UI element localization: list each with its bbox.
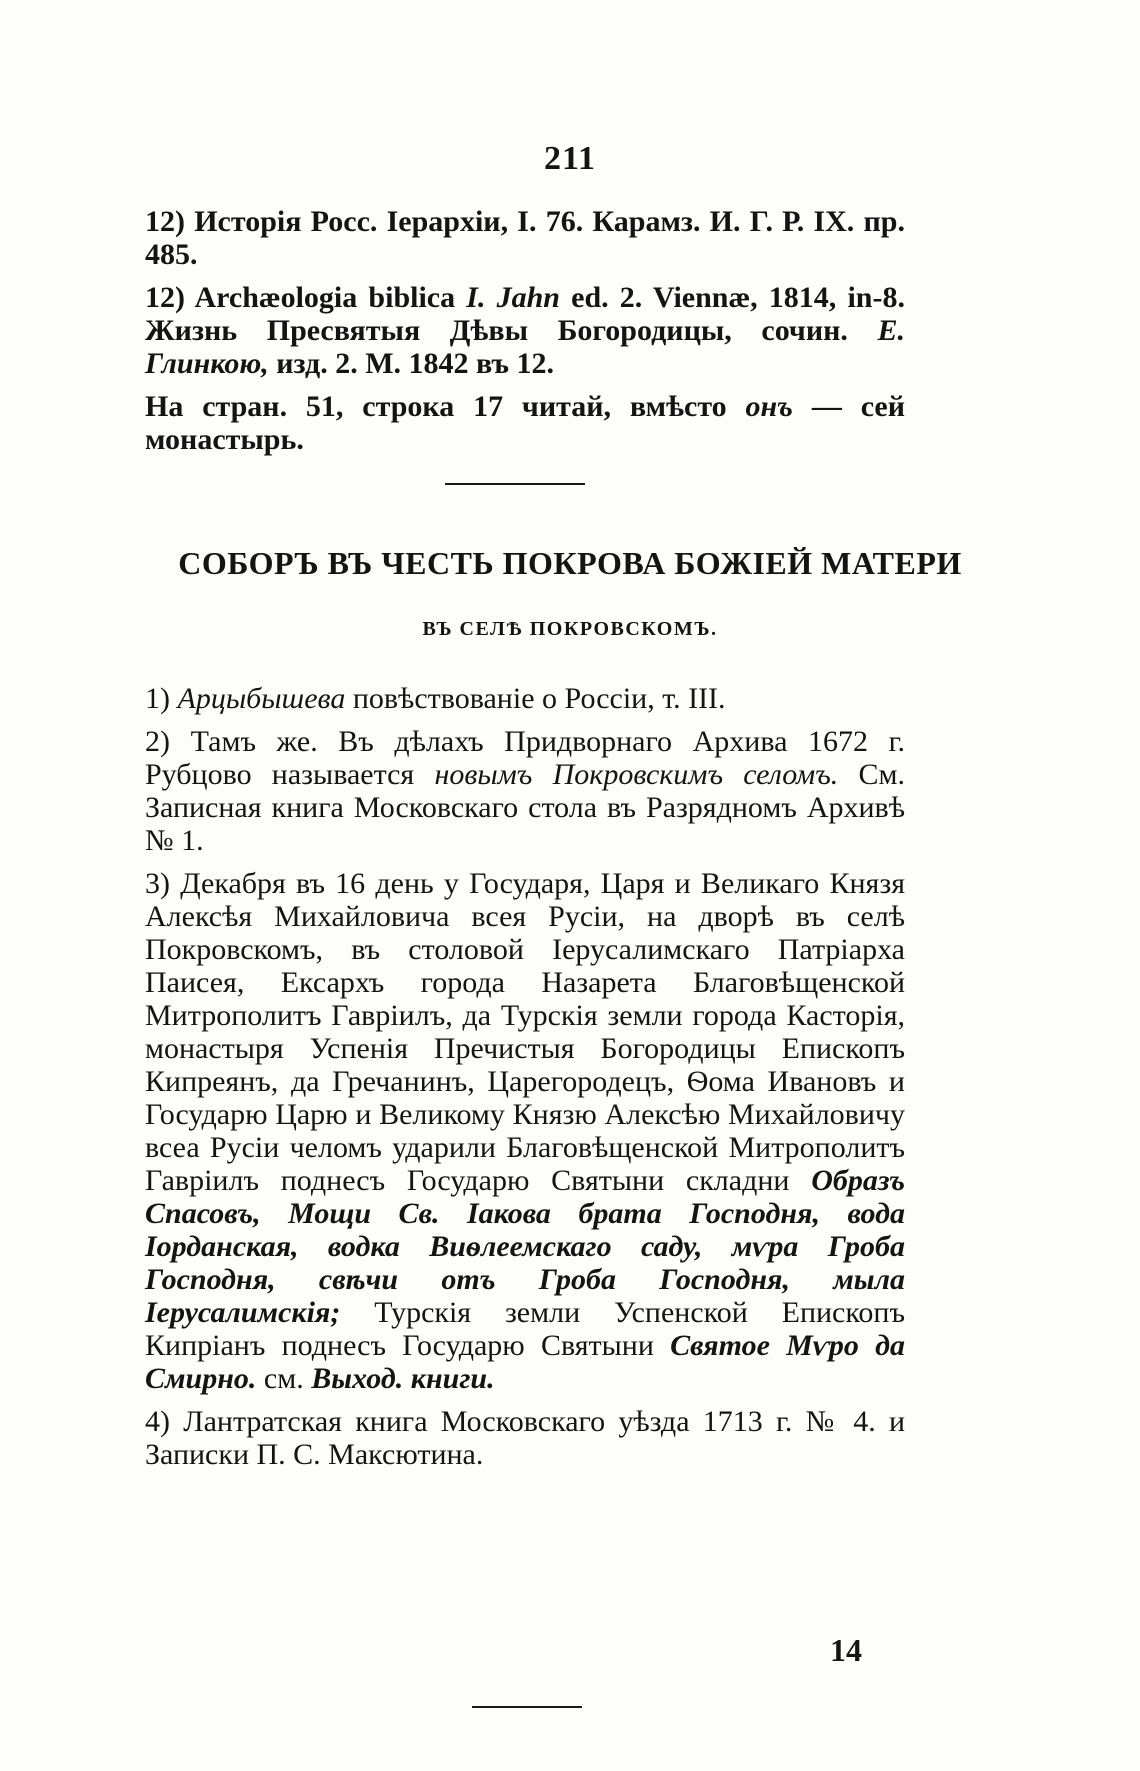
footer-rule (472, 1706, 582, 1708)
note-4: 4) Лантратская книга Московскаго уѣзда 1713 г. № 4. и Записки П. С. Максютина. (145, 1405, 905, 1471)
top-footnotes (145, 205, 905, 466)
note-3: 3) Декабря въ 16 день у Государя, Царя и Великаго Князя Алексѣя Михайловича всея Русіи, на дворѣ въ селѣ Покровскомъ, въ столовой Іерусалимскаго Патріарха Паисея, Ексархъ города Назарета Благовѣщенской Митрополитъ Гавріилъ, да Турскія земли города Касторія, монастыря Успенія Пречистыя Богородицы Епископъ Кипреянъ, да Гречанинъ, Царегородецъ, Ѳома Ивановъ и Государю Царю и Великому Князю Алексѣю Михайловичу всеа Русіи челомъ ударили Благовѣщенской Митрополитъ Гавріилъ поднесъ Государю Святыни складни Образъ Спасовъ, Мощи Св. Іакова брата Господня, вода Іорданская, водка Виѳлеемскаго саду, мѵра Гроба Господня, свѣчи отъ Гроба Господня, мыла Іерусалимскія; Турскія земли Успенской Епископъ Кипріанъ поднесъ Государю Святыни Святое Мѵро да Смирно. см. Выход. книги. (145, 867, 905, 1395)
errata-note: На стран. 51, строка 17 читай, вмѣсто онъ — сей монастырь. (145, 390, 905, 456)
note-2: 2) Тамъ же. Въ дѣлахъ Придворнаго Архива 1672 г. Рубцово называется новымъ Покровскимъ селомъ. См. Записная книга Московскаго стола въ Разрядномъ Архивѣ № 1. (145, 725, 906, 857)
section-heading: СОБОРЪ ВЪ ЧЕСТЬ ПОКРОВА БОЖІЕЙ МАТЕРИ (178, 545, 962, 581)
divider-rule (445, 483, 585, 485)
page-number: 211 (543, 140, 597, 177)
section-notes (145, 682, 905, 1481)
catchword: 14 (830, 1632, 862, 1668)
note-1: 1) Арцыбышева повѣствованіе о Россіи, т. III. (145, 682, 726, 715)
section-subheading: ВЪ СЕЛѢ ПОКРОВСКОМЪ. (422, 618, 718, 640)
footnote-12b: 12) Archæologia biblica I. Jahn ed. 2. Viennæ, 1814, in-8. Жизнь Пресвятыя Дѣвы Богородицы, сочин. Е. Глинкою, изд. 2. М. 1842 въ 12. (145, 281, 905, 380)
footnote-12a: 12) Исторія Росс. Іерархіи, І. 76. Карамз. И. Г. Р. IX. пр. 485. (145, 205, 905, 271)
